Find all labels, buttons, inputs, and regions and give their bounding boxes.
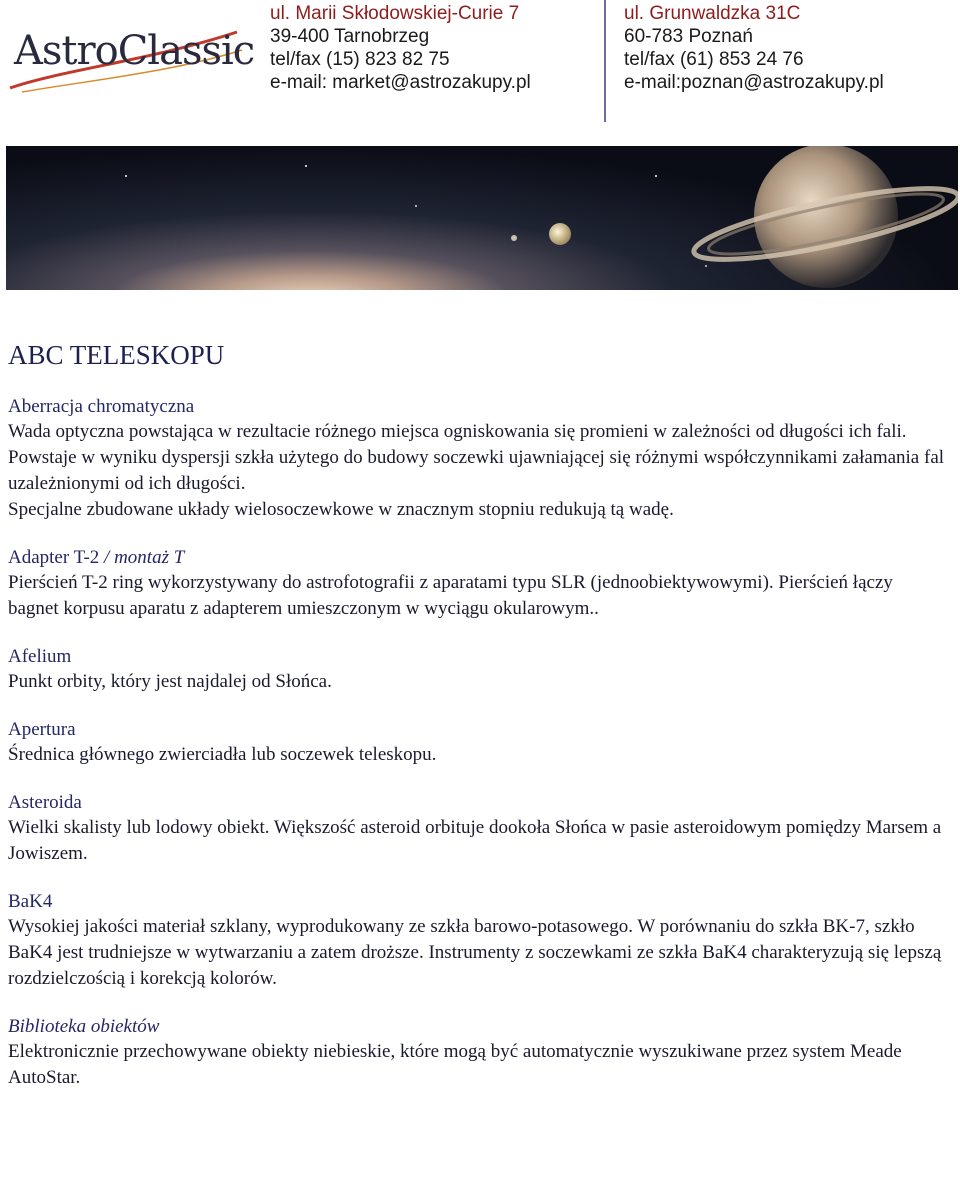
term-definition — [8, 669, 948, 695]
glossary-entry — [8, 717, 948, 768]
term-heading — [8, 1014, 948, 1039]
term-definition — [8, 419, 948, 523]
saturn-icon — [754, 146, 898, 288]
term-heading-italic: / montaż T — [104, 547, 185, 568]
document-title: ABC TELESKOPU — [8, 340, 225, 370]
street-line: ul. Grunwaldzka 31C — [624, 3, 801, 24]
street-line: ul. Marii Skłodowskiej-Curie 7 — [270, 3, 520, 24]
definition-paragraph: Punkt orbity, który jest najdalej od Słońca. — [8, 671, 332, 692]
city-line: 39-400 Tarnobrzeg — [270, 26, 430, 47]
space-banner-image — [6, 146, 958, 290]
term-heading-plain: Adapter T-2 — [8, 547, 105, 568]
term-definition — [8, 742, 948, 768]
logo-text: AstroClassic — [14, 28, 255, 74]
term-definition — [8, 914, 948, 992]
definition-paragraph: Wielki skalisty lub lodowy obiekt. Większość asteroid orbituje dookoła Słońca w pasie asteroidowym pomiędzy Marsem a Jowiszem. — [8, 817, 942, 864]
term-heading: Asteroida — [8, 792, 82, 813]
term-heading: Aberracja chromatyczna — [8, 396, 195, 417]
term-definition — [8, 570, 948, 622]
phone-line: tel/fax (61) 853 24 76 — [624, 49, 804, 70]
small-moon-icon — [511, 235, 517, 241]
address-tarnobrzeg — [270, 2, 531, 94]
glossary-entry — [8, 545, 948, 622]
moon-icon — [549, 223, 571, 245]
term-definition — [8, 815, 948, 867]
glossary-entry — [8, 889, 948, 992]
definition-paragraph: Specjalne zbudowane układy wielosoczewkowe w znacznym stopniu redukują tą wadę. — [8, 499, 674, 520]
term-heading-italic: Biblioteka obiektów — [8, 1016, 160, 1037]
definition-paragraph: Średnica głównego zwierciadła lub soczewek teleskopu. — [8, 744, 437, 765]
email-line[interactable]: e-mail: market@astrozakupy.pl — [270, 72, 531, 93]
definition-paragraph: Pierścień T-2 ring wykorzystywany do astrofotografii z aparatami typu SLR (jednoobiektywowymi). Pierścień łączy bagnet korpusu aparatu z adapterem umieszczonym w wyciągu okularowym.. — [8, 572, 893, 619]
astroclassic-logo — [2, 10, 255, 96]
term-heading: BaK4 — [8, 891, 53, 912]
term-heading: Apertura — [8, 719, 76, 740]
definition-paragraph: Wysokiej jakości materiał szklany, wyprodukowany ze szkła barowo-potasowego. W porównaniu do szkła BK-7, szkło BaK4 jest trudniejsze w wytwarzaniu a zatem droższe. Instrumenty z soczewkami ze szkła BaK4 charakteryzują się lepszą rozdzielczością i korekcją kolorów. — [8, 916, 942, 989]
header-divider — [604, 0, 606, 122]
phone-line: tel/fax (15) 823 82 75 — [270, 49, 450, 70]
address-poznan — [624, 2, 884, 94]
term-heading — [8, 545, 948, 570]
glossary-entry — [8, 790, 948, 867]
definition-paragraph: Wada optyczna powstająca w rezultacie różnego miejsca ogniskowania się promieni w zależności od długości ich fali. Powstaje w wyniku dyspersji szkła użytego do budowy soczewki ujawniającej się różnymi współczynnikami załamania fal uzależnionymi od ich długości. — [8, 421, 945, 494]
planets-illustration — [6, 146, 958, 290]
email-line[interactable]: e-mail:poznan@astrozakupy.pl — [624, 72, 884, 93]
definition-paragraph: Elektronicznie przechowywane obiekty niebieskie, które mogą być automatycznie wyszukiwane przez system Meade AutoStar. — [8, 1041, 902, 1088]
term-heading: Afelium — [8, 646, 72, 667]
glossary-entry — [8, 394, 948, 523]
glossary-entry — [8, 1014, 948, 1091]
term-definition — [8, 1039, 948, 1091]
city-line: 60-783 Poznań — [624, 26, 753, 47]
glossary-content — [8, 340, 948, 1113]
glossary-entry — [8, 644, 948, 695]
